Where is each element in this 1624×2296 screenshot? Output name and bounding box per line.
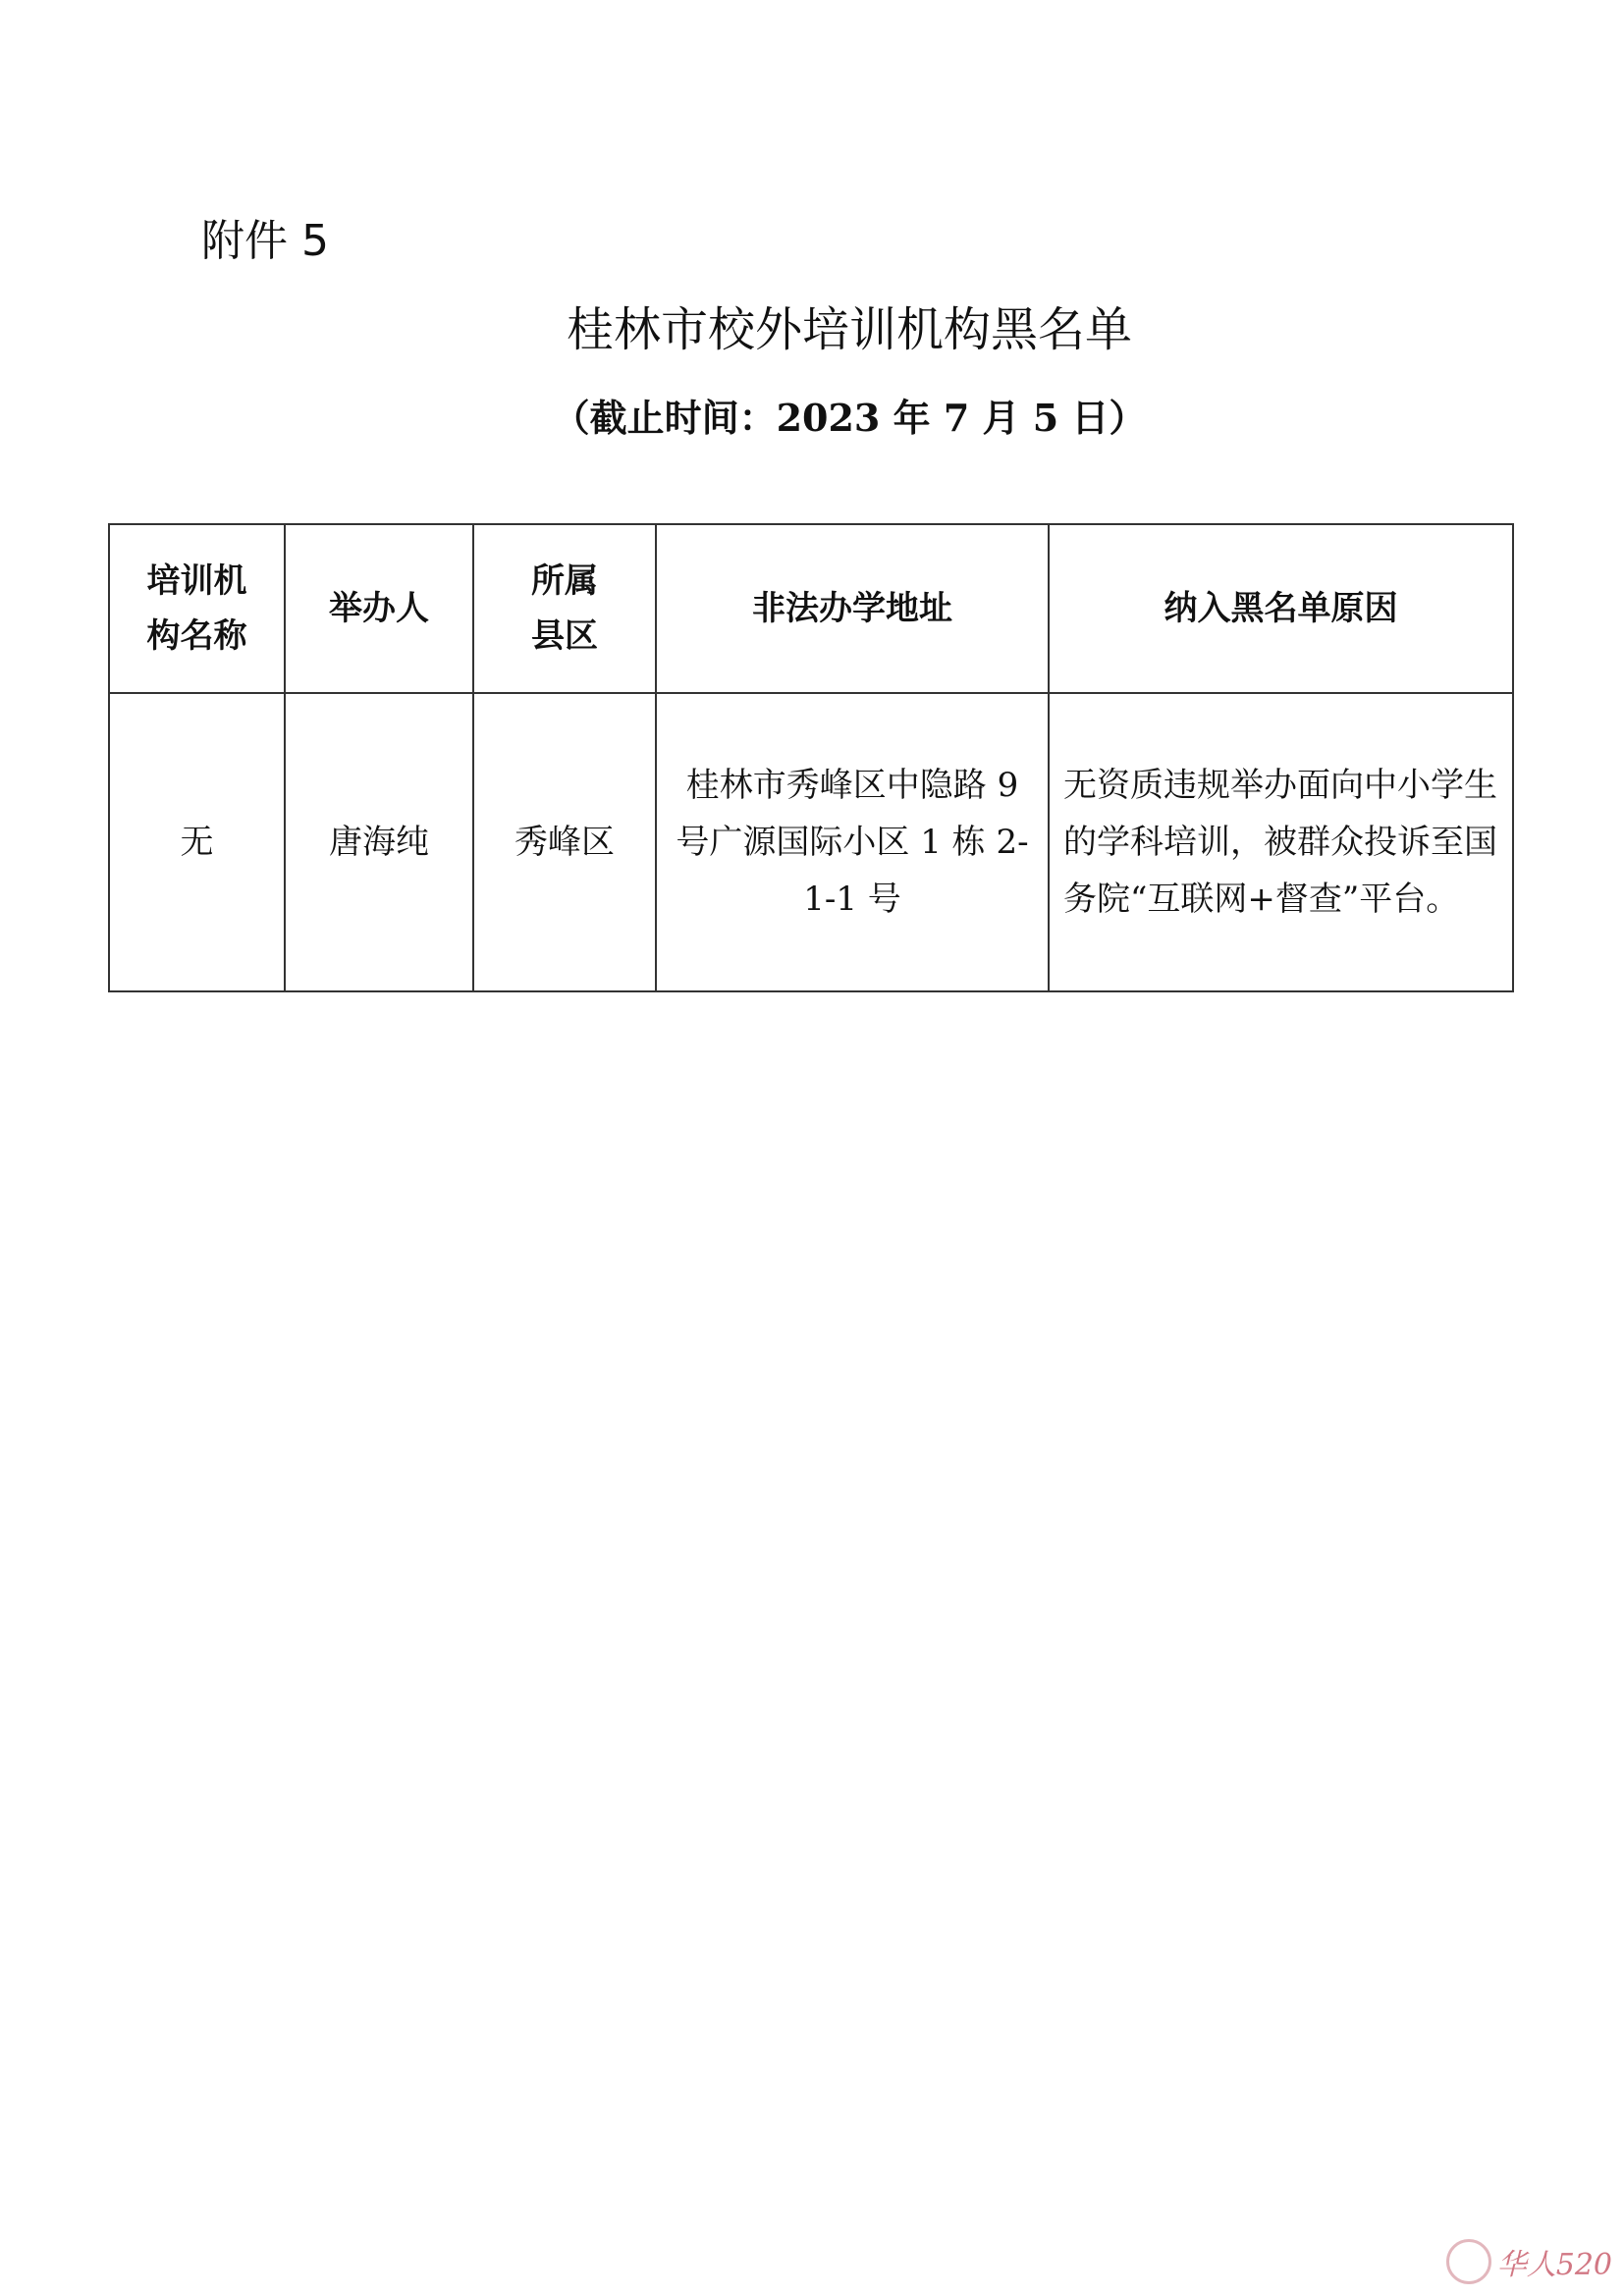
document-title: 桂林市校外培训机构黑名单 [566,302,1132,357]
table-header-row [109,524,1513,693]
header-illegal-address: 非法办学地址 [656,524,1049,693]
header-organizer: 举办人 [285,524,473,693]
blacklist-table [108,523,1514,992]
cell-district: 秀峰区 [473,693,656,991]
cell-blacklist-reason: 无资质违规举办面向中小学生的学科培训，被群众投诉至国务院“互联网+督查”平台。 [1049,693,1513,991]
watermark-text: 华人520 [1496,2248,1612,2282]
watermark-logo-icon [1446,2239,1491,2284]
site-watermark [1446,2239,1612,2284]
header-blacklist-reason: 纳入黑名单原因 [1049,524,1513,693]
cell-illegal-address: 桂林市秀峰区中隐路 9 号广源国际小区 1 栋 2-1-1 号 [656,693,1049,991]
cell-organizer: 唐海纯 [285,693,473,991]
document-subtitle: （截止时间：2023 年 7 月 5 日） [552,396,1147,440]
header-institution-name: 培训机构名称 [109,524,285,693]
table-row [109,693,1513,991]
cell-institution-name: 无 [109,693,285,991]
header-district: 所属县区 [473,524,656,693]
attachment-label: 附件 5 [201,216,329,266]
